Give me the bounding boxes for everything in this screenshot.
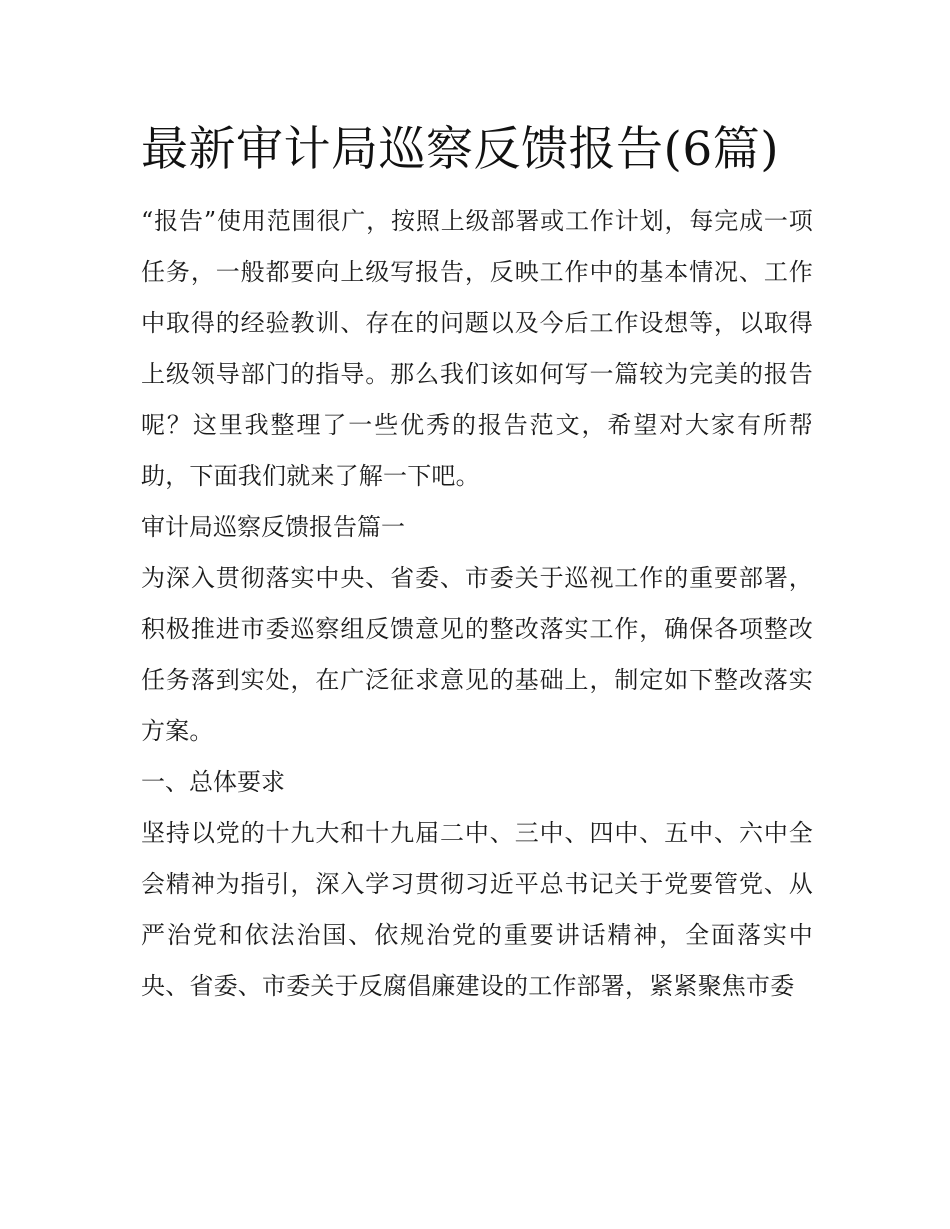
- section-heading: 审计局巡察反馈报告篇一: [141, 513, 405, 541]
- subsection-paragraph: 坚持以党的十九大和十九届二中、三中、四中、五中、六中全会精神为指引，深入学习贯彻习近平总书记关于党要管党、从严治党和依法治国、依规治党的重要讲话精神，全面落实中央、省委、市委关于反腐倡廉建设的工作部署，紧紧聚焦市委: [141, 819, 813, 1000]
- subsection-heading: 一、总体要求: [141, 768, 285, 796]
- intro-paragraph: “报告”使用范围很广，按照上级部署或工作计划，每完成一项任务，一般都要向上级写报告，反映工作中的基本情况、工作中取得的经验教训、存在的问题以及今后工作设想等，以取得上级领导部门的指导。那么我们该如何写一篇较为完美的报告呢？这里我整理了一些优秀的报告范文，希望对大家有所帮助，下面我们就来了解一下吧。: [141, 207, 813, 490]
- section-paragraph: 为深入贯彻落实中央、省委、市委关于巡视工作的重要部署，积极推进市委巡察组反馈意见的整改落实工作，确保各项整改任务落到实处，在广泛征求意见的基础上，制定如下整改落实方案。: [141, 564, 813, 745]
- document-title: 最新审计局巡察反馈报告(6篇): [141, 122, 780, 177]
- document-body: [141, 118, 813, 1012]
